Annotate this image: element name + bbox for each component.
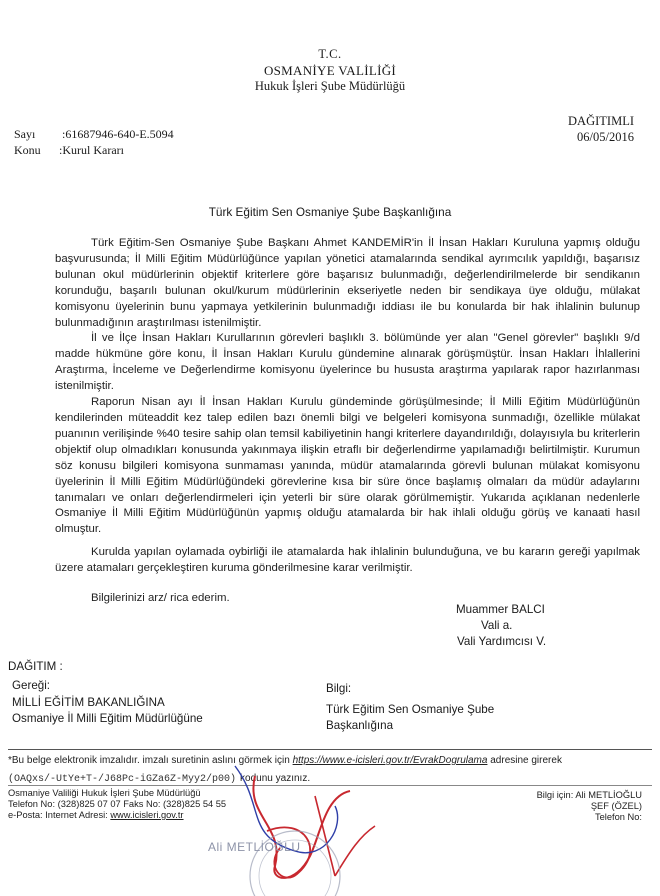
letter-body	[55, 236, 640, 607]
info-contact: Bilgi için: Ali METLİOĞLU	[536, 790, 642, 800]
paragraph-1: Türk Eğitim-Sen Osmaniye Şube Başkanı Ahmet KANDEMİR'in İl İnsan Hakları Kuruluna yapmış olduğu başvurusunda; İl Milli Eğitim Müdürlüğünce yapılan yönetici atamalarında sendikal ayrımcılık yapıldığı, başarısız bulunan okul müdürlerinin objektif kriterlere göre başarısız bulunmadığı, değerlendirilmelerde bir sendikanın korunduğu, başarılı bulunan okul/kurum müdürlerinin ekseriyetle neden bir sendikaya üye olduğu, mülakat komisyonu üyelerinin bunu yapmaya yetkilerinin bulunmadığı iddiası ile bu konularda bir hak ihlalinin bulunup bulunmadığının araştırılması istenilmiştir.	[55, 237, 640, 329]
info-title: ŞEF (ÖZEL)	[590, 801, 642, 811]
signatory-role-2: Vali Yardımcısı V.	[457, 635, 547, 648]
governorship-wrap	[0, 63, 660, 79]
closing-line: Bilgilerinizi arz/ rica ederim.	[91, 592, 230, 605]
info-label: Bilgi:	[326, 682, 352, 695]
action-item-2: Osmaniye İl Milli Eğitim Müdürlüğüne	[12, 712, 203, 725]
distribution-tag: DAĞITIMLI	[568, 114, 634, 128]
subject-value: :Kurul Kararı	[59, 143, 124, 157]
info-phone: Telefon No:	[594, 812, 642, 822]
signatory-role-1: Vali a.	[481, 619, 513, 632]
verify-code: (OAQxs/-UtYe+T-/J68Pc-iGZa6Z-Myy2/p00)	[8, 774, 237, 785]
paragraph-4: Kurulda yapılan oylamada oybirliği ile atamalarda hak ihlalinin bulunduğuna, ve bu kararın gereği yapılmak üzere atamaları gerçekleştiren kuruma gönderilmesine karar verilmiştir.	[55, 546, 640, 575]
distribution-title: DAĞITIM :	[8, 660, 63, 673]
verify-code-suffix: kodunu yazınız.	[240, 773, 311, 784]
action-label: Gereği:	[12, 679, 51, 692]
country-line: T.C.	[318, 47, 342, 61]
paragraph-3: Raporun Nisan ayı İl İnsan Hakları Kurulu gündeminde görüşülmesinde; İl Milli Eğitim Müdürlüğünün kendilerinden müteaddit kez talep edilen bazı önemli bilgi ve belgeleri komisyona sunmadığı, özellikle mülakat puanının verilişinde %40 tesire sahip olan temsil kabiliyetinin hangi kriterlere dayandırıldığı, dolayısıyla bu kriterlerin objektif olup olmadıkları konusunda yakınmaya ilişkin etraflı bir değerlendirme yapılamadığı belirtilmiştir. Kurumun söz konusu bilgileri komisyona sunmaması yanında, müdür atamalarında görevli bulunan mülakat komisyonu üyelerinin İl Milli Eğitim Müdürlüğündeki görevlerine kısa bir süre önce başlamış olmaları da müdür adaylarını tanımaları ve onları değerlendirmeleri için yeterli bir süre olarak görülmemiştir. Yukarıda açıklanan nedenlerle Osmaniye İl Milli Eğitim Müdürlüğünün yapmış olduğu atamalarda bir hak ihlali olduğu görüş ve kanaati hasıl olmuştur.	[55, 396, 640, 536]
subject-label: Konu	[14, 143, 41, 157]
number-value: :61687946-640-E.5094	[62, 127, 174, 141]
phone-fax-line: Telefon No: (328)825 07 07 Faks No: (328)825 54 55	[8, 799, 227, 809]
recipient-line: Türk Eğitim Sen Osmaniye Şube Başkanlığına	[208, 205, 452, 219]
paragraph-2: İl ve İlçe İnsan Hakları Kurullarının görevleri başlıklı 3. bölümünde yer alan "Genel görevler" başlıklı 9/d madde hükmüne göre konu, İl İnsan Hakları Kurulu gündemine alınarak görüşmüştür. İnsan Hakları İhlallerini Araştırma, İnceleme ve Değerlendirme komisyonu üyelerince bu hususta araştırma yapılarak rapor hazırlanması istenilmiştir.	[55, 332, 640, 393]
website-link[interactable]: www.icisleri.gov.tr	[110, 810, 184, 820]
esign-note-after: adresine girerek	[490, 755, 562, 766]
signatory-name: Muammer BALCI	[456, 603, 545, 616]
number-label: Sayı	[14, 127, 36, 141]
org-line: Osmaniye Valiliği Hukuk İşleri Şube Müdürlüğü	[8, 788, 201, 798]
email-line-label: e-Posta: Internet Adresi:	[8, 810, 108, 820]
esign-verify-link[interactable]: https://www.e-icisleri.gov.tr/EvrakDogrulama	[292, 755, 488, 766]
info-item-1: Türk Eğitim Sen Osmaniye Şube	[326, 703, 495, 716]
esign-note-before: *Bu belge elektronik imzalıdır. imzalı suretinin aslını görmek için	[8, 755, 290, 766]
official-stamp-icon	[175, 756, 475, 896]
action-item-1: MİLLİ EĞİTİM BAKANLIĞINA	[12, 696, 165, 709]
document-date: 06/05/2016	[577, 130, 634, 144]
email-line	[8, 810, 184, 822]
stamp-name: Ali METLİOĞLU	[208, 840, 301, 854]
info-item-2: Başkanlığına	[326, 719, 394, 732]
department-title: Hukuk İşleri Şube Müdürlüğü	[254, 79, 406, 93]
governorship-title: OSMANİYE VALİLİĞİ	[263, 63, 397, 78]
department-wrap	[0, 79, 660, 94]
letterhead	[0, 47, 660, 62]
footer-divider-top	[8, 749, 652, 750]
